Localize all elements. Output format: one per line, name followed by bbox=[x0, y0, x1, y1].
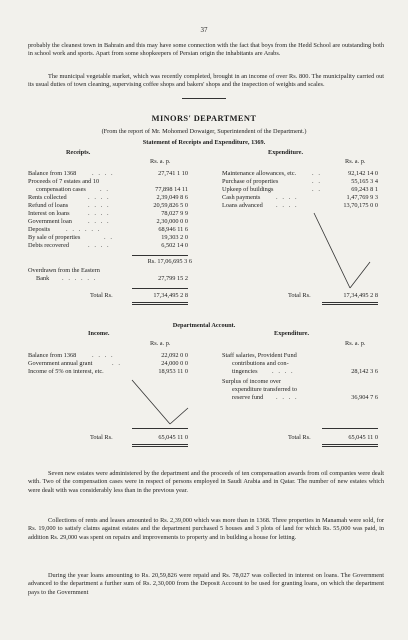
expenditure-amount: 69,243 8 1 bbox=[351, 186, 378, 193]
page-number: 37 bbox=[200, 26, 208, 34]
receipt-label: Proceeds of 7 estates and 10 bbox=[28, 178, 100, 185]
total-rule bbox=[132, 288, 188, 289]
expenditure-label: Loans advanced bbox=[222, 202, 263, 209]
expenditure-total-label: Total Rs. bbox=[288, 292, 311, 299]
receipt-leader: . . . . bbox=[88, 194, 111, 201]
receipts-subtotal: Rs. 17,06,695 3 6 bbox=[147, 258, 192, 265]
receipt-leader: . . . . bbox=[88, 210, 111, 217]
dept-exp-amount: 28,142 3 6 bbox=[351, 368, 378, 375]
expenditure-leader: . . bbox=[312, 186, 322, 193]
expenditure-label: Maintenance allowances, etc. bbox=[222, 170, 297, 177]
receipt-leader: . . . . bbox=[88, 202, 111, 209]
expenditure-amount: 1,47,769 9 3 bbox=[346, 194, 378, 201]
closing-paragraph-2: Collections of rents and leases amounted to Rs. 2,39,000 which was more than in 1368. Three properties in Manamah were sold, for Rs. 19,000 to satisfy claims against estates and the department purchased 5 houses and 3 plots of land for which Rs. 55,000 was paid, in addition Rs. 29,000 was spent on repairs and improvements to property and in building a house for letting. bbox=[28, 517, 384, 541]
receipt-amount: 2,30,000 0 0 bbox=[156, 218, 188, 225]
receipt-amount: 77,898 14 11 bbox=[155, 186, 188, 193]
total-double-rule bbox=[322, 446, 378, 447]
total-double-rule bbox=[322, 444, 378, 445]
receipt-leader: . . . . bbox=[88, 218, 111, 225]
income-leader: . . . . bbox=[92, 352, 115, 359]
overdrawn-leader: . . . . . . bbox=[62, 275, 97, 282]
expenditure-label: Cash payments bbox=[222, 194, 261, 201]
dept-exp-total-label: Total Rs. bbox=[288, 434, 311, 441]
subtotal-rule bbox=[132, 255, 188, 256]
receipt-amount: 19,303 2 0 bbox=[161, 234, 188, 241]
closing-paragraph-1: Seven new estates were administered by the department and the proceeds of ten compensation awards from oil companies were dealt with. Two of the compensation cases were in respect of persons employed in Saudi Arabia and in Qatar. The number of new estates which were dealt with was considerably less than in the previous year. bbox=[28, 470, 384, 494]
income-amount: 22,092 0 0 bbox=[161, 352, 188, 359]
receipt-leader: . . . . bbox=[92, 170, 115, 177]
receipt-label: Rents collected bbox=[28, 194, 67, 201]
expenditure-amount: 92,142 14 0 bbox=[348, 170, 378, 177]
receipt-amount: 6,502 14 0 bbox=[161, 242, 188, 249]
receipt-label: By sale of properties bbox=[28, 234, 81, 241]
receipt-label: Deposits bbox=[28, 226, 51, 233]
section-divider bbox=[182, 98, 226, 99]
dept-exp-total: 65,045 11 0 bbox=[348, 434, 378, 441]
expenditure-leader: . . . . bbox=[276, 202, 299, 209]
income-label: Government annual grant bbox=[28, 360, 93, 367]
receipt-leader: . . bbox=[104, 234, 114, 241]
receipt-amount: 2,39,049 8 6 bbox=[156, 194, 188, 201]
receipt-label: Debts recovered bbox=[28, 242, 70, 249]
income-label: Income of 5% on interest, etc. bbox=[28, 368, 104, 375]
expenditure-amount: 55,165 3 4 bbox=[351, 178, 378, 185]
dept-exp-label: tingencies bbox=[232, 368, 258, 375]
dept-exp-label: reserve fund bbox=[232, 394, 264, 401]
expenditure-total: 17,34,495 2 8 bbox=[343, 292, 378, 299]
expenditure-leader: . . bbox=[312, 178, 322, 185]
receipts-total-label: Total Rs. bbox=[90, 292, 113, 299]
income-total-label: Total Rs. bbox=[90, 434, 113, 441]
total-double-rule bbox=[132, 304, 188, 305]
overdrawn-label-bank: Bank bbox=[36, 275, 50, 282]
income-total-rule bbox=[132, 428, 188, 429]
closing-paragraph-3: During the year loans amounting to Rs. 20,59,826 were repaid and Rs. 78,027 was collected in interest on loans. The Government advanced to the department a further sum of Rs. 2,30,000 from the Deposit Account to be used for granting loans, on which the department pays to the Government bbox=[28, 572, 384, 596]
dept-exp-label: Staff salaries, Provident Fund bbox=[222, 352, 297, 359]
dept-expenditure-heading: Expenditure. bbox=[274, 330, 310, 337]
expenditure-leader: . . bbox=[312, 170, 322, 177]
total-double-rule bbox=[132, 444, 188, 445]
income-heading: Income. bbox=[88, 330, 110, 337]
receipt-label: Refund of loans bbox=[28, 202, 69, 209]
total-double-rule bbox=[132, 446, 188, 447]
income-total: 65,045 11 0 bbox=[158, 434, 188, 441]
dept-exp-label: contributions and con- bbox=[232, 360, 289, 367]
receipt-leader: . . bbox=[100, 186, 110, 193]
total-double-rule bbox=[322, 302, 378, 303]
expenditure-cancel-diagonal bbox=[312, 212, 372, 292]
receipt-label: compensation cases bbox=[36, 186, 86, 193]
receipts-heading: Receipts. bbox=[66, 149, 91, 156]
receipt-label: Balance from 1368 bbox=[28, 170, 77, 177]
dept-exp-currency-header: Rs. a. p. bbox=[345, 340, 366, 347]
income-amount: 18,953 11 0 bbox=[158, 368, 188, 375]
intro-paragraph-2: The municipal vegetable market, which was recently completed, brought in an income of over Rs. 800. The municipality carried out its usual duties of town cleaning, supervising coffee shops and bakers' shops and the inspection of weights and scales. bbox=[28, 73, 384, 89]
receipt-amount: 20,59,826 5 0 bbox=[153, 202, 188, 209]
dept-exp-label: expenditure transferred to bbox=[232, 386, 298, 393]
dept-exp-label: Surplus of income over bbox=[222, 378, 281, 385]
expenditure-leader: . . . . bbox=[276, 194, 299, 201]
receipt-amount: 78,027 9 9 bbox=[161, 210, 188, 217]
income-amount: 24,000 0 0 bbox=[161, 360, 188, 367]
receipt-amount: 68,946 11 6 bbox=[158, 226, 188, 233]
expenditure-label: Upkeep of buildings bbox=[222, 186, 274, 193]
expenditure-amount: 13,70,175 0 0 bbox=[343, 202, 378, 209]
section-title: MINORS' DEPARTMENT bbox=[151, 114, 257, 123]
expenditure-heading: Expenditure. bbox=[268, 149, 304, 156]
receipt-amount: 27,741 1 10 bbox=[158, 170, 188, 177]
income-label: Balance from 1368 bbox=[28, 352, 77, 359]
overdrawn-label: Overdrawn from the Eastern bbox=[28, 267, 100, 274]
receipts-total: 17,34,495 2 8 bbox=[153, 292, 188, 299]
income-cancel-diagonal bbox=[130, 378, 190, 428]
income-leader: . . bbox=[112, 360, 122, 367]
section-subtitle: (From the report of Mr. Mohomed Dowaiger, Superintendent of the Department.) bbox=[101, 128, 307, 135]
receipt-leader: . . . . bbox=[88, 242, 111, 249]
total-double-rule bbox=[322, 304, 378, 305]
dept-exp-total-rule bbox=[322, 428, 378, 429]
departmental-title: Departmental Account. bbox=[172, 322, 236, 329]
dept-exp-leader: . . . . bbox=[272, 368, 295, 375]
statement-title: Statement of Receipts and Expenditure, 1369. bbox=[142, 139, 266, 146]
income-currency-header: Rs. a. p. bbox=[150, 340, 171, 347]
dept-exp-amount: 36,904 7 6 bbox=[351, 394, 378, 401]
expenditure-currency-header: Rs. a. p. bbox=[345, 158, 366, 165]
total-double-rule bbox=[132, 302, 188, 303]
intro-paragraph-1: probably the cleanest town in Bahrain and this may have some connection with the fact that boys from the Hedd School are outstanding both in school work and sports. Apart from some shopkeepers of Persian origin the inhabitants are Arabs. bbox=[28, 42, 384, 58]
overdrawn-amount: 27,799 15 2 bbox=[158, 275, 188, 282]
receipt-leader: . . . . . . bbox=[66, 226, 101, 233]
dept-exp-leader: . . . . bbox=[276, 394, 299, 401]
receipts-currency-header: Rs. a. p. bbox=[150, 158, 171, 165]
receipt-label: Government loan bbox=[28, 218, 72, 225]
receipt-label: Interest on loans bbox=[28, 210, 70, 217]
expenditure-label: Purchase of properties bbox=[222, 178, 279, 185]
